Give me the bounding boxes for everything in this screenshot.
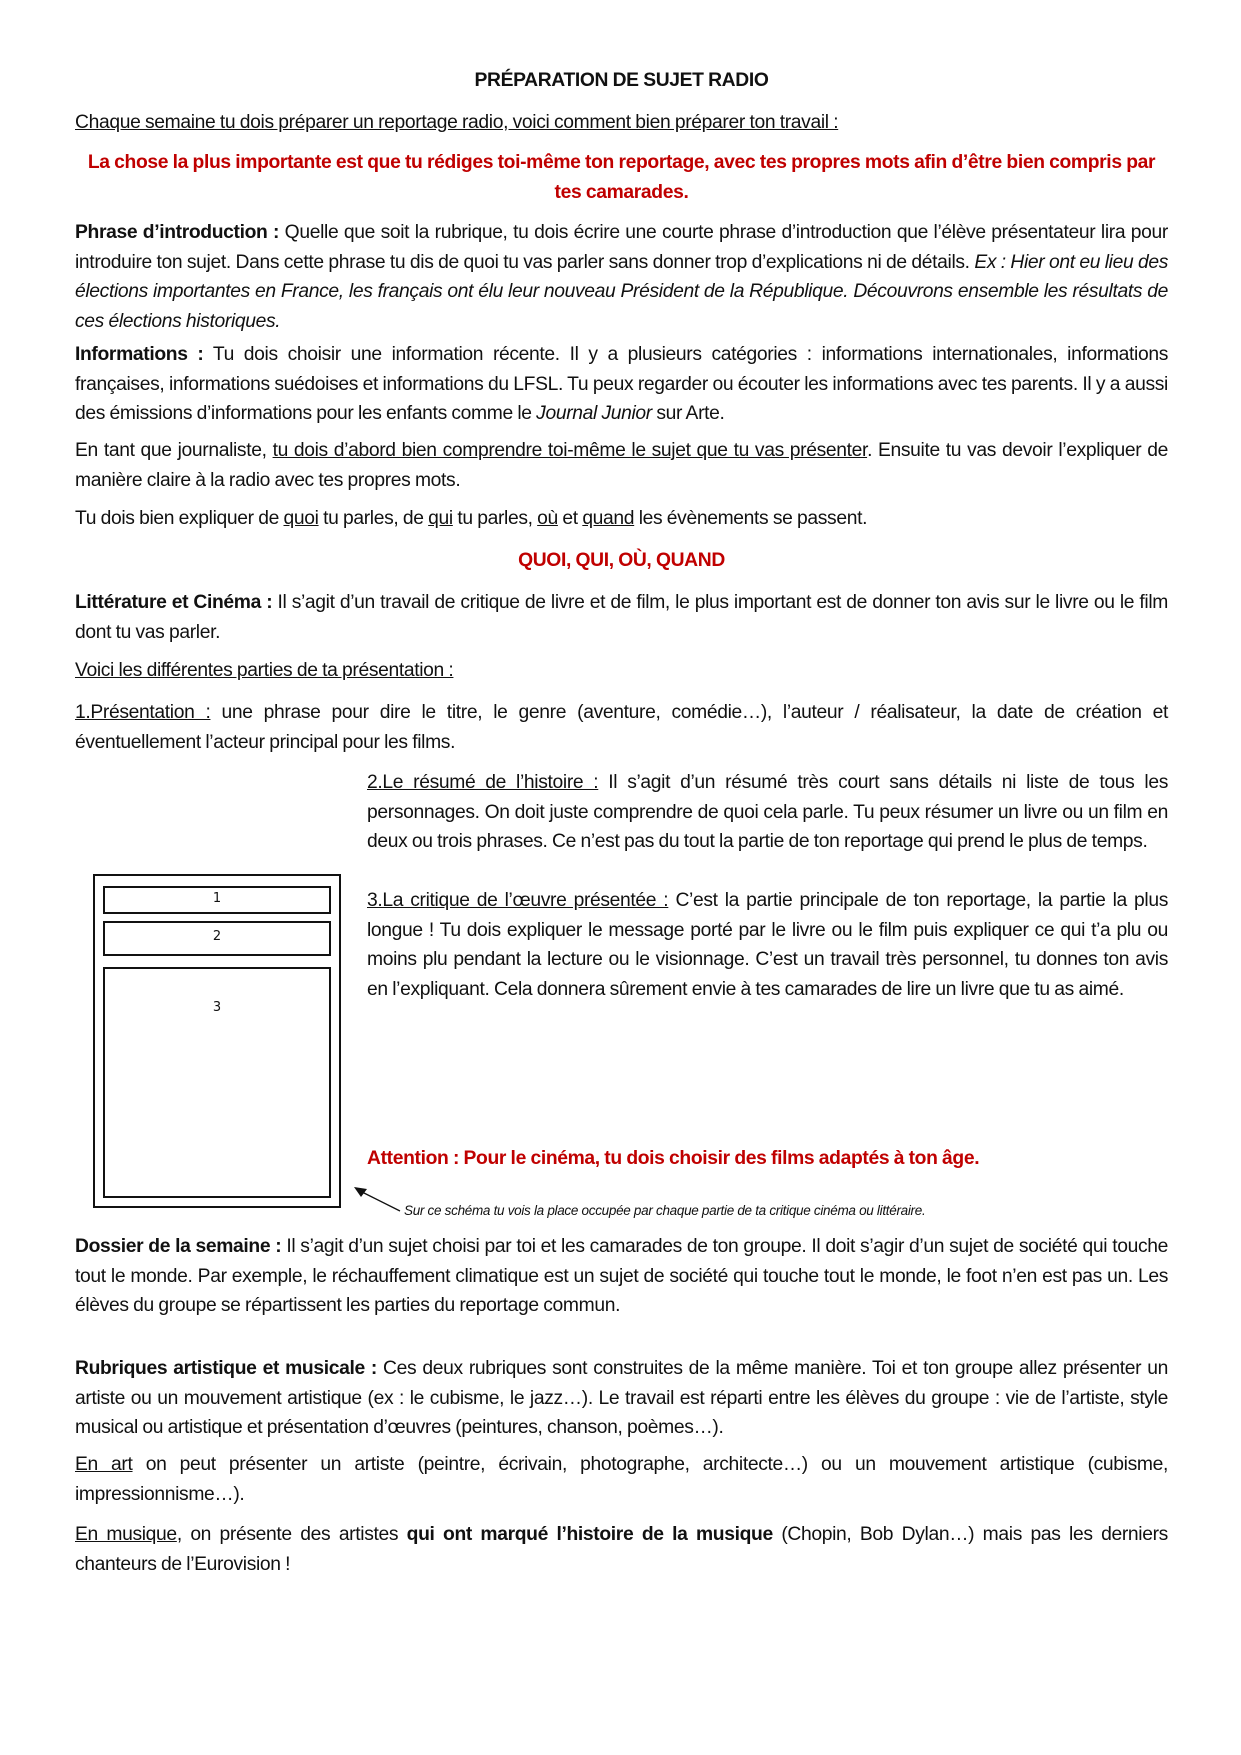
part-text: C’est la partie principale de ton reportage, la partie la plus longue ! Tu dois expliquer le message porté par le livre ou le film puis expliquer ce qui t’a plu ou moins plu pendant la lecture ou le visionnage. C’est un travail très personnel, tu donnes ton avis en l’expliquant. Cela donnera sûrement envie à tes camarades de lire un livre que tu as aimé. <box>367 890 1168 1000</box>
intro-line <box>75 108 1168 138</box>
qqoq-heading: QUOI, QUI, OÙ, QUAND <box>518 550 725 571</box>
section-journaliste <box>75 436 1168 495</box>
section-label: Informations : <box>75 344 204 365</box>
intro-line-text: Chaque semaine tu dois préparer un reportage radio, voici comment bien préparer ton travail : <box>75 112 839 133</box>
part-3 <box>367 886 1168 1004</box>
section-label: Dossier de la semaine : <box>75 1236 282 1257</box>
part-label: 2.Le résumé de l’histoire : <box>367 772 599 793</box>
text: les évènements se passent. <box>634 508 868 529</box>
important-notice: La chose la plus importante est que tu rédiges toi-même ton reportage, avec tes propres mots afin d’être bien compris par tes camarades. <box>87 152 1156 203</box>
section-text: (Chopin, Bob Dylan…) mais pas les derniers chanteurs de l’Eurovision ! <box>75 1524 1168 1575</box>
text: Tu dois bien expliquer de <box>75 508 284 529</box>
section-text: Ces deux rubriques sont construites de la même manière. Toi et ton groupe allez présenter un artiste ou un mouvement artistique (ex : le cubisme, le jazz…). Le travail est réparti entre les élèves du groupe : vie de l’artiste, style musical ou artistique et présentation d’œuvres (peintures, chanson, poèmes…). <box>75 1358 1169 1438</box>
section-text: , on présente des artistes <box>176 1524 407 1545</box>
keyword-quand: quand <box>582 508 635 529</box>
part-1 <box>75 698 1168 757</box>
keyword-ou: où <box>537 508 558 529</box>
text: En tant que journaliste, <box>75 440 273 461</box>
diagram-box-2: 2 <box>103 921 331 956</box>
diagram-caption: Sur ce schéma tu vois la place occupée par chaque partie de ta critique cinéma ou littéraire. <box>404 1203 926 1218</box>
part-text: une phrase pour dire le titre, le genre (aventure, comédie…), l’auteur / réalisateur, la date de création et éventuellement l’acteur principal pour les films. <box>75 702 1168 753</box>
section-text: Il s’agit d’un sujet choisi par toi et les camarades de ton groupe. Il doit s’agir d’un sujet de société qui touche tout le monde. Par exemple, le réchauffement climatique est un sujet de société qui touche tout le monde, le foot n’en est pas un. Les élèves du groupe se répartissent les parties du reportage commun. <box>75 1236 1168 1316</box>
section-rubriques <box>75 1354 1168 1443</box>
section-label: En art <box>75 1454 133 1475</box>
arrow-icon <box>352 1185 402 1215</box>
part-label: 1.Présentation : <box>75 702 211 723</box>
part-2 <box>367 768 1168 857</box>
section-text: Quelle que soit la rubrique, tu dois écrire une courte phrase d’introduction que l’élève présentateur lira pour introduire ton sujet. Dans cette phrase tu dis de quoi tu vas parler sans donner trop d’explications ni de détails. <box>75 222 1169 273</box>
section-text: on peut présenter un artiste (peintre, écrivain, photographe, architecte…) ou un mouvement artistique (cubisme, impressionnisme…). <box>75 1454 1168 1505</box>
parties-heading <box>75 656 1168 686</box>
attention-notice: Attention : Pour le cinéma, tu dois choisir des films adaptés à ton âge. <box>367 1148 980 1169</box>
section-label: Littérature et Cinéma : <box>75 592 273 613</box>
keyword-quoi: quoi <box>283 508 319 529</box>
underlined-text: tu dois d’abord bien comprendre toi-même le sujet que tu vas présenter <box>272 440 868 461</box>
example-text: Ex : Hier ont eu lieu des élections importantes en France, les français ont élu leur nouveau Président de la République. Découvrons ensemble les résultats de ces élections historiques. <box>75 251 1168 332</box>
section-label: En musique <box>75 1524 177 1545</box>
section-informations <box>75 340 1168 429</box>
diagram-box-1: 1 <box>103 886 331 914</box>
diagram-box-3: 3 <box>103 967 331 1198</box>
part-label: 3.La critique de l’œuvre présentée : <box>367 890 669 911</box>
bold-text: qui ont marqué l’histoire de la musique <box>406 1524 773 1545</box>
keyword-qui: qui <box>428 508 453 529</box>
section-litterature <box>75 588 1168 647</box>
section-art <box>75 1450 1168 1509</box>
section-phrase-intro <box>75 218 1168 336</box>
section-expliquer <box>75 504 1168 534</box>
presentation-diagram <box>93 874 341 1208</box>
section-text: Il s’agit d’un travail de critique de livre et de film, le plus important est de donner ton avis sur le livre ou le film dont tu vas parler. <box>75 592 1169 643</box>
parties-heading-text: Voici les différentes parties de ta présentation : <box>75 660 454 681</box>
section-dossier <box>75 1232 1168 1321</box>
section-text: Tu dois choisir une information récente. Il y a plusieurs catégories : informations internationales, informations françaises, informations suédoises et informations du LFSL. Tu peux regarder ou écouter les informations avec tes parents. Il y a aussi des émissions d’informations pour les enfants comme le <box>75 344 1169 424</box>
section-label: Phrase d’introduction : <box>75 222 280 243</box>
part-text: Il s’agit d’un résumé très court sans détails ni liste de tous les personnages. On doit juste comprendre de quoi cela parle. Tu peux résumer un livre ou un film en deux ou trois phrases. Ce n’est pas du tout la partie de ton reportage qui prend le plus de temps. <box>367 772 1168 852</box>
program-name: Journal Junior <box>536 403 652 424</box>
section-text-end: sur Arte. <box>651 403 725 424</box>
text: tu parles, de <box>318 508 429 529</box>
section-musique <box>75 1520 1168 1579</box>
text: . Ensuite tu vas devoir l’expliquer de manière claire à la radio avec tes propres mots. <box>75 440 1169 491</box>
document-title: PRÉPARATION DE SUJET RADIO <box>474 70 769 91</box>
section-label: Rubriques artistique et musicale : <box>75 1358 377 1379</box>
text: tu parles, <box>452 508 538 529</box>
text: et <box>557 508 583 529</box>
